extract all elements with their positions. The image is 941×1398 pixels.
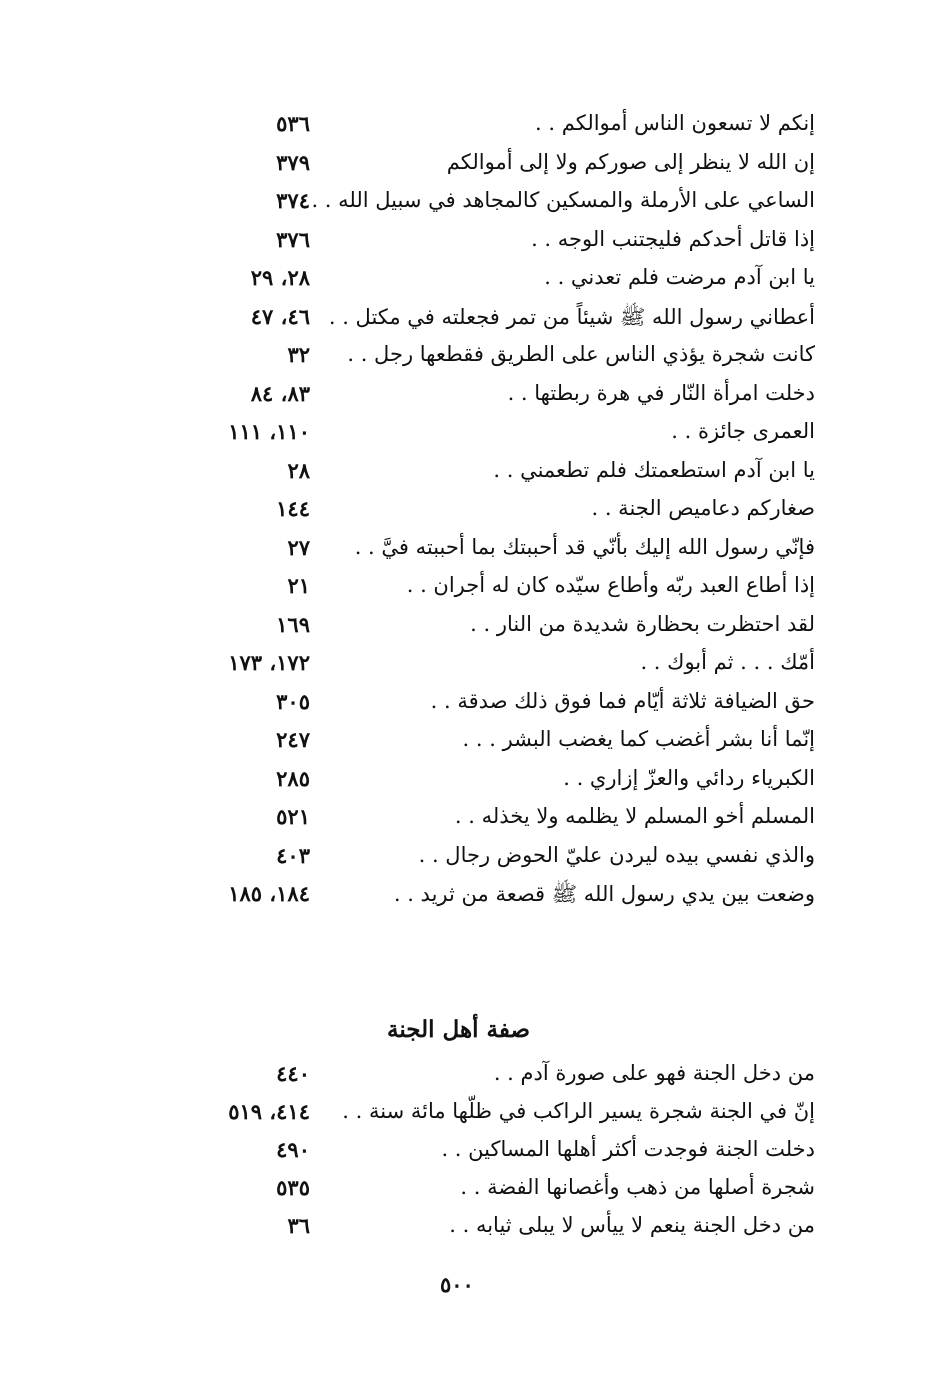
index-row (150, 646, 815, 685)
jannah-index-list (150, 1057, 815, 1247)
page-reference: ٨٣، ٨٤ (250, 380, 310, 406)
index-row (150, 454, 815, 493)
page-reference: ٣٦ (287, 1213, 310, 1238)
hadith-text: إذا أطاع العبد ربّه وأطاع سيّده كان له أجران . . (406, 573, 815, 597)
index-row (150, 608, 815, 647)
index-row (150, 839, 815, 878)
page-reference: ١٨٤، ١٨٥ (228, 881, 310, 906)
hadith-text: لقد احتظرت بحظارة شديدة من النار . . (470, 611, 815, 636)
page-reference: ١٤٤ (276, 496, 310, 521)
hadith-text: أمّك . . . ثم أبوك . . (640, 650, 815, 674)
hadith-text: الكبرياء ردائي والعزّ إزاري . . (563, 765, 815, 790)
index-row (150, 223, 815, 262)
page-reference: ١١٠، ١١١ (228, 419, 310, 444)
hadith-text: إذا قاتل أحدكم فليجتنب الوجه . . (531, 226, 815, 251)
page-reference: ٤٤٠ (276, 1061, 310, 1086)
hadith-text: شجرة أصلها من ذهب وأغصانها الفضة . . (460, 1175, 815, 1199)
page-reference: ١٧٢، ١٧٣ (228, 650, 310, 675)
index-row (150, 569, 815, 608)
page-reference: ٣٢ (287, 342, 310, 367)
hadith-text: من دخل الجنة فهو على صورة آدم . . (493, 1061, 815, 1085)
index-row (150, 107, 815, 146)
hadith-text: وضعت بين يدي رسول الله ﷺ قصعة من ثريد . . (393, 882, 815, 906)
index-row (150, 184, 815, 223)
hadith-text: أعطاني رسول الله ﷺ شيئاً من تمر فجعلته في مكتل . . (328, 304, 815, 329)
hadith-text: إنّ في الجنة شجرة يسير الراكب في ظلّها مائة سنة . . (342, 1099, 815, 1123)
page-reference: ٢١ (287, 573, 310, 598)
page-reference: ٢٧ (287, 534, 310, 560)
index-row (150, 1057, 815, 1095)
hadith-text: دخلت امرأة النّار في هرة ربطتها . . (507, 380, 815, 405)
page-reference: ٣٠٥ (276, 688, 310, 714)
index-row (150, 800, 815, 839)
index-row (150, 1133, 815, 1171)
hadith-text: المسلم أخو المسلم لا يظلمه ولا يخذله . . (454, 804, 815, 828)
index-row (150, 415, 815, 454)
hadith-text: العمرى جائزة . . (671, 419, 815, 443)
page-reference: ٥٣٥ (276, 1175, 310, 1200)
hadith-text: يا ابن آدم استطعمتك فلم تطعمني . . (493, 457, 815, 482)
page-reference: ٤٩٠ (276, 1137, 310, 1162)
page-reference: ٢٨ (287, 457, 310, 483)
hadith-text: حق الضيافة ثلاثة أيّام فما فوق ذلك صدقة . . (430, 688, 815, 713)
index-row (150, 723, 815, 762)
section-heading: صفة أهل الجنة (387, 1016, 530, 1043)
page-reference: ٤٠٣ (276, 842, 310, 868)
page-reference: ٣٧٤ (276, 188, 310, 213)
page-reference: ٣٧٦ (276, 226, 310, 252)
index-row (150, 377, 815, 416)
hadith-text: يا ابن آدم مرضت فلم تعدني . . (544, 265, 815, 289)
hadith-text: الساعي على الأرملة والمسكين كالمجاهد في سبيل الله . . (311, 188, 815, 212)
hadith-text: دخلت الجنة فوجدت أكثر أهلها المساكين . . (441, 1137, 815, 1161)
page-reference: ١٦٩ (276, 611, 310, 637)
index-row (150, 1095, 815, 1133)
page-reference: ٤٦، ٤٧ (250, 303, 310, 329)
index-row (150, 492, 815, 531)
hadith-text: إن الله لا ينظر إلى صوركم ولا إلى أموالكم (446, 149, 815, 174)
index-row (150, 685, 815, 724)
page-reference: ٤١٤، ٥١٩ (228, 1099, 310, 1124)
page-reference: ٣٧٩ (276, 149, 310, 175)
hadith-text: صغاركم دعاميص الجنة . . (591, 496, 815, 520)
page-reference: ٢٤٧ (276, 727, 310, 752)
index-row (150, 877, 815, 916)
hadith-text: فإنّي رسول الله إليك بأنّي قد أحببتك بما أحببته فيَّ . . (354, 534, 815, 559)
page-number: ٥٠٠ (440, 1272, 474, 1297)
index-row (150, 762, 815, 801)
index-row (150, 261, 815, 300)
page-reference: ٢٨، ٢٩ (250, 265, 310, 290)
index-row (150, 338, 815, 377)
index-row (150, 300, 815, 339)
hadith-text: والذي نفسي بيده ليردن عليّ الحوض رجال . . (418, 842, 815, 867)
index-row (150, 146, 815, 185)
page-reference: ٢٨٥ (276, 765, 310, 791)
index-row (150, 1209, 815, 1247)
hadith-text: من دخل الجنة ينعم لا ييأس لا يبلى ثيابه . . (449, 1213, 815, 1237)
page-reference: ٥٣٦ (276, 111, 310, 136)
hadith-text: كانت شجرة يؤذي الناس على الطريق فقطعها رجل . . (347, 342, 815, 366)
page-reference: ٥٢١ (276, 804, 310, 829)
index-row (150, 1171, 815, 1209)
index-row (150, 531, 815, 570)
hadith-index-list (150, 107, 815, 916)
hadith-text: إنكم لا تسعون الناس أموالكم . . (535, 111, 815, 135)
hadith-text: إنّما أنا بشر أغضب كما يغضب البشر . . . (462, 727, 815, 751)
